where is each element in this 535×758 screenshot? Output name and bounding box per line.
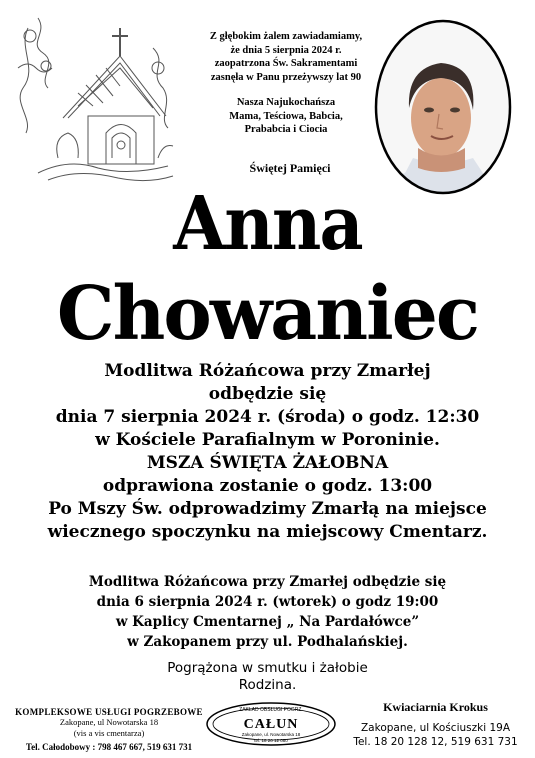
calun-logo — [205, 701, 337, 747]
calun-logo-phone: tel. 18 20 12 080 — [254, 738, 288, 743]
calun-logo-top: ZAKŁAD OBSŁUGI POGRZ. — [239, 707, 303, 713]
florist-name: Kwiaciarnia Krokus — [383, 700, 488, 714]
intro-line: zaopatrzona Św. Sakramentami — [214, 58, 358, 69]
intro-line: Prababcia i Ciocia — [244, 124, 328, 135]
florist-address: Zakopane, ul Kościuszki 19A — [360, 722, 511, 734]
main-notice-line: odprawiona zostanie o godz. 13:00 — [102, 476, 433, 496]
intro-line: zasnęła w Panu przeżywszy lat 90 — [210, 71, 362, 83]
chapel-illustration — [8, 8, 178, 188]
calun-logo-name: CAŁUN — [243, 717, 299, 732]
florist-phone: Tel. 18 20 128 12, 519 631 731 — [353, 736, 518, 748]
main-notice — [10, 360, 525, 544]
mourners-line: Rodzina. — [238, 677, 297, 693]
main-notice-line: w Kościele Parafialnym w Poroninie. — [95, 430, 440, 450]
funeral-home-note: (vis a vis cmentarza) — [73, 728, 145, 738]
main-notice-line: Modlitwa Różańcowa przy Zmarłej — [104, 361, 431, 381]
second-notice — [20, 572, 515, 652]
mourners-signature — [100, 660, 435, 694]
second-notice-line: w Zakopanem przy ul. Podhalańskiej. — [127, 634, 408, 650]
portrait-photo — [373, 18, 513, 196]
memory-text: Świętej Pamięci — [249, 161, 331, 175]
funeral-home-address: Zakopane, ul Nowotarska 18 — [59, 717, 159, 727]
main-notice-line: dnia 7 sierpnia 2024 r. (środa) o godz. 12:30 — [55, 407, 480, 427]
intro-line: Nasza Najukochańsza — [236, 97, 336, 108]
main-notice-line: Po Mszy Św. odprowadzimy Zmarłą na miejsce — [48, 499, 487, 519]
intro-line: Z głębokim żalem zawiadamiamy, — [209, 31, 363, 42]
main-notice-line: odbędzie się — [208, 384, 327, 404]
intro-line: że dnia 5 sierpnia 2024 r. — [230, 44, 342, 56]
funeral-home-name: KOMPLEKSOWE USŁUGI POGRZEBOWE — [15, 707, 203, 717]
deceased-first-name: Anna — [173, 181, 362, 267]
florist-info — [343, 700, 528, 749]
deceased-last-name: Chowaniec — [56, 271, 479, 357]
second-notice-line: dnia 6 sierpnia 2024 r. (wtorek) o godz 19:00 — [96, 594, 439, 610]
calun-logo-bottom: Zakopane, ul. Nowotarska 18 — [241, 732, 301, 737]
intro-line: Mama, Teściowa, Babcia, — [229, 110, 343, 122]
intro-announcement — [188, 30, 384, 137]
main-notice-line: MSZA ŚWIĘTA ŻAŁOBNA — [146, 453, 389, 473]
second-notice-line: w Kaplicy Cmentarnej „ Na Pardałówce” — [115, 614, 420, 630]
funeral-home-phone: Tel. Całodobowy : 798 467 667, 519 631 731 — [25, 742, 193, 752]
funeral-home-info — [4, 707, 214, 752]
second-notice-line: Modlitwa Różańcowa przy Zmarłej odbędzie się — [88, 574, 447, 590]
main-notice-line: wiecznego spoczynku na miejscowy Cmentarz. — [47, 522, 488, 542]
mourners-line: Pogrążona w smutku i żałobie — [167, 660, 368, 676]
